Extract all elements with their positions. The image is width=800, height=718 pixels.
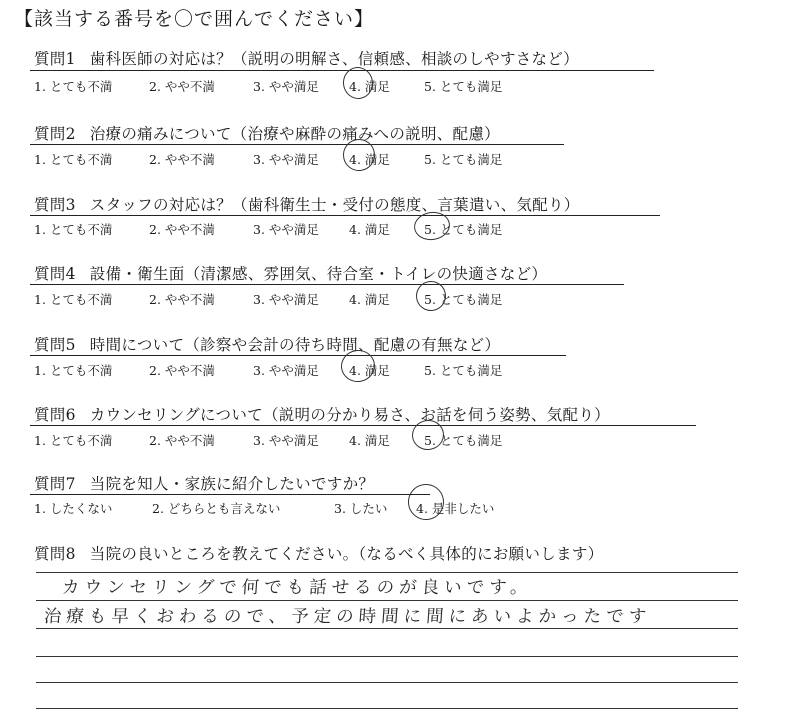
option-1[interactable]: 1. とても不満 bbox=[34, 433, 113, 448]
question-text: カウンセリングについて（説明の分かり易さ、お話を伺う姿勢、気配り） bbox=[89, 406, 610, 424]
question-text: スタッフの対応は？（歯科衛生士・受付の態度、言葉遣い、気配り） bbox=[89, 196, 580, 214]
option-1[interactable]: 1. とても不満 bbox=[34, 79, 113, 94]
option-1[interactable]: 1. とても不満 bbox=[34, 292, 113, 307]
answer-line bbox=[36, 708, 738, 709]
question-underline bbox=[30, 284, 624, 285]
option-2[interactable]: 2. やや不満 bbox=[149, 433, 215, 448]
option-3[interactable]: 3. やや満足 bbox=[253, 222, 319, 237]
question-underline bbox=[30, 70, 654, 71]
question-number: 質問8 bbox=[34, 545, 76, 563]
answer-line bbox=[36, 628, 738, 629]
option-5[interactable]: 5. とても満足 bbox=[424, 222, 503, 237]
option-5[interactable]: 5. とても満足 bbox=[424, 433, 503, 448]
question-text: 歯科医師の対応は？（説明の明解さ、信頼感、相談のしやすさなど） bbox=[89, 50, 579, 68]
question-1 bbox=[34, 47, 674, 69]
question-4 bbox=[34, 262, 674, 284]
answer-line bbox=[36, 656, 738, 657]
answer-options-5 bbox=[34, 361, 502, 379]
question-underline bbox=[30, 355, 566, 356]
option-3[interactable]: 3. やや満足 bbox=[253, 433, 319, 448]
handwritten-answer-1: カウンセリングで何でも話せるのが良いです。 bbox=[61, 578, 534, 598]
option-4[interactable]: 4. 満足 bbox=[349, 433, 390, 448]
option-4[interactable]: 4. 満足 bbox=[349, 222, 390, 237]
question-text: 当院を知人・家族に紹介したいですか？ bbox=[89, 475, 375, 493]
answer-line bbox=[36, 572, 738, 573]
question-text: 時間について（診察や会計の待ち時間、配慮の有無など） bbox=[89, 336, 501, 354]
instruction-header: 【該当する番号を〇で囲んでください】 bbox=[14, 8, 375, 30]
question-text: 治療の痛みについて（治療や麻酔の痛みへの説明、配慮） bbox=[89, 125, 500, 143]
option-4[interactable]: 4. 満足 bbox=[349, 152, 390, 167]
option-2[interactable]: 2. やや不満 bbox=[149, 363, 215, 378]
question-6 bbox=[34, 403, 674, 425]
question-number: 質問3 bbox=[34, 196, 76, 214]
question-underline bbox=[30, 494, 430, 495]
option-4[interactable]: 4. 満足 bbox=[349, 79, 390, 94]
question-underline bbox=[30, 425, 696, 426]
question-number: 質問6 bbox=[34, 406, 76, 424]
question-text: 設備・衛生面（清潔感、雰囲気、待合室・トイレの快適さなど） bbox=[89, 265, 548, 283]
option-1[interactable]: 1. とても不満 bbox=[34, 363, 113, 378]
option-3[interactable]: 3. やや満足 bbox=[253, 363, 319, 378]
question-text: 当院の良いところを教えてください。（なるべく具体的にお願いします） bbox=[89, 545, 604, 563]
question-8 bbox=[34, 542, 674, 564]
option-2[interactable]: 2. どちらとも言えない bbox=[152, 501, 281, 516]
option-4[interactable]: 4. 是非したい bbox=[416, 501, 495, 516]
question-number: 質問2 bbox=[34, 125, 76, 143]
answer-options-2 bbox=[34, 150, 502, 168]
option-1[interactable]: 1. とても不満 bbox=[34, 152, 113, 167]
option-3[interactable]: 3. やや満足 bbox=[253, 152, 319, 167]
option-2[interactable]: 2. やや不満 bbox=[149, 222, 215, 237]
answer-options-1 bbox=[34, 77, 502, 95]
handwritten-answer-2: 治療も早くおわるので、予定の時間に間にあいよかったです bbox=[43, 607, 652, 627]
option-3[interactable]: 3. やや満足 bbox=[253, 292, 319, 307]
question-number: 質問4 bbox=[34, 265, 76, 283]
answer-line bbox=[36, 600, 738, 601]
option-1[interactable]: 1. とても不満 bbox=[34, 222, 113, 237]
option-3[interactable]: 3. やや満足 bbox=[253, 79, 319, 94]
option-1[interactable]: 1. したくない bbox=[34, 501, 113, 516]
option-2[interactable]: 2. やや不満 bbox=[149, 292, 215, 307]
question-number: 質問5 bbox=[34, 336, 76, 354]
option-4[interactable]: 4. 満足 bbox=[349, 292, 390, 307]
option-5[interactable]: 5. とても満足 bbox=[424, 363, 503, 378]
question-underline bbox=[30, 144, 564, 145]
option-5[interactable]: 5. とても満足 bbox=[424, 292, 503, 307]
option-4[interactable]: 4. 満足 bbox=[349, 363, 390, 378]
question-7 bbox=[34, 472, 674, 494]
option-5[interactable]: 5. とても満足 bbox=[424, 79, 503, 94]
question-3 bbox=[34, 193, 674, 215]
option-5[interactable]: 5. とても満足 bbox=[424, 152, 503, 167]
option-2[interactable]: 2. やや不満 bbox=[149, 152, 215, 167]
option-2[interactable]: 2. やや不満 bbox=[149, 79, 215, 94]
question-underline bbox=[30, 215, 660, 216]
option-3[interactable]: 3. したい bbox=[334, 501, 388, 516]
question-number: 質問1 bbox=[34, 50, 76, 68]
question-number: 質問7 bbox=[34, 475, 76, 493]
answer-line bbox=[36, 682, 738, 683]
